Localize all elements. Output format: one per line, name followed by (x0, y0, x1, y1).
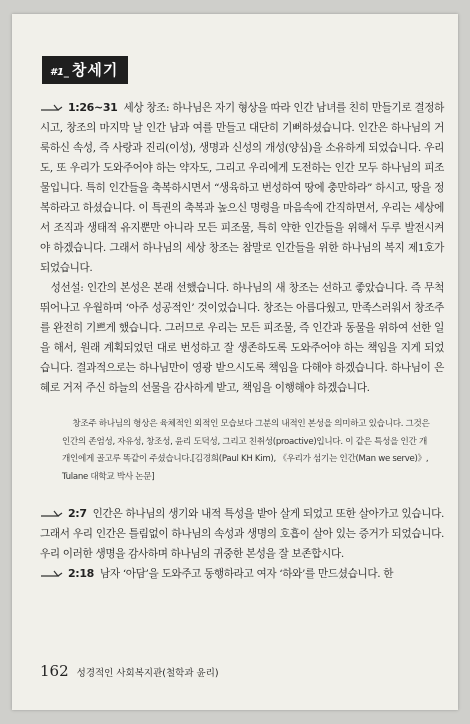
verse-paragraph (40, 564, 444, 584)
pointer-arrow-icon (40, 569, 64, 578)
chapter-title: 창세기 (71, 61, 119, 79)
page-footer (40, 662, 219, 680)
book-title: 성경적인 사회복지관(철학과 윤리) (76, 668, 219, 679)
verse-text: 세상 창조: 하나님은 자기 형상을 따라 인간 남녀를 친히 만들기로 결정하시고, 창조의 마지막 날 인간 남과 여를 만들고 대단히 기뻐하셨습니다. 인간은 하나님의 거룩하신 속성, 즉 사랑과 진리(이성), 생명과 신성의 개성(양심)을 소유하게 되었습니다. 우리도, 또 우리가 도와주어야 하는 약자도, 그리고 우리에게 도전하는 인간 모두 하나님의 피조물입니다. 특히 인간들을 축복하시면서 “생육하고 번성하여 땅에 충만하라” 하시고, 땅을 정복하라고 하셨습니다. 이 특권의 축복과 높으신 명령을 마음속에 간직하면서, 우리는 세상에서 조직과 생태적 유지뿐만 아니라 모든 피조물, 특히 약한 인간들을 위해서 두루 발전시켜야 하겠습니다. 그래서 하나님의 세상 창조는 참말로 인간들을 위한 하나님의 복지 제1호가 되었습니다. (40, 102, 444, 274)
verse-reference: 2:18 (68, 567, 94, 580)
quote-block: 창조주 하나님의 형상은 육체적인 외적인 모습보다 그분의 내적인 본성을 의미하고 있습니다. 그것은 인간의 존엄성, 자유성, 창조성, 윤리 도덕성, 그리고 친취성(proactive)입니다. 이 같은 특성을 인간 개개인에게 골고루 똑같이 주셨습니다.[김경희(Paul KH Kim), 《우리가 섬기는 인간(Man we serve)》, Tulane 대학교 박사 논문] (62, 419, 430, 482)
book-page (12, 14, 458, 710)
chapter-number: #1_ (50, 67, 69, 78)
verse-text: 남자 ‘아담’을 도와주고 동행하라고 여자 ‘하와’를 만드셨습니다. 한 (99, 568, 394, 580)
pointer-arrow-icon (40, 103, 64, 112)
page-number: 162 (40, 662, 69, 680)
verse-reference: 2:7 (68, 507, 87, 520)
body-paragraph: 성선설: 인간의 본성은 본래 선했습니다. 하나님의 새 창조는 선하고 좋았습니다. 즉 무척 뛰어나고 우월하며 ‘아주 성공적인’ 것이었습니다. 창조는 아름다웠고, 만족스러워서 창조주를 완전히 기쁘게 했습니다. 그러므로 우리는 모든 피조물, 즉 인간과 동물을 위하여 선한 일을 해서, 원래 계획되었던 대로 번성하고 잘 생존하도록 도와주어야 하는 책임을 지게 되었습니다. 결과적으로는 하나님만이 영광 받으시도록 책임을 다해야 하겠습니다. 하나님이 은혜로 거저 주신 하늘의 선물을 감사하게 받고, 책임을 이행해야 하겠습니다. (40, 282, 444, 394)
chapter-tag (42, 56, 128, 84)
verse-paragraph (40, 98, 444, 278)
verse-reference: 1:26~31 (68, 101, 118, 114)
verse-text: 인간은 하나님의 생기와 내적 특성을 받아 살게 되었고 또한 살아가고 있습니다. 그래서 우리 인간은 틀림없이 하나님의 속성과 생명의 호흡이 살아 있는 증거가 되었습니다. 우리 이러한 생명을 감사하며 하나님의 귀중한 본성을 잘 보존합시다. (40, 508, 444, 560)
page-body (40, 98, 444, 584)
pointer-arrow-icon (40, 509, 64, 518)
verse-paragraph (40, 504, 444, 564)
